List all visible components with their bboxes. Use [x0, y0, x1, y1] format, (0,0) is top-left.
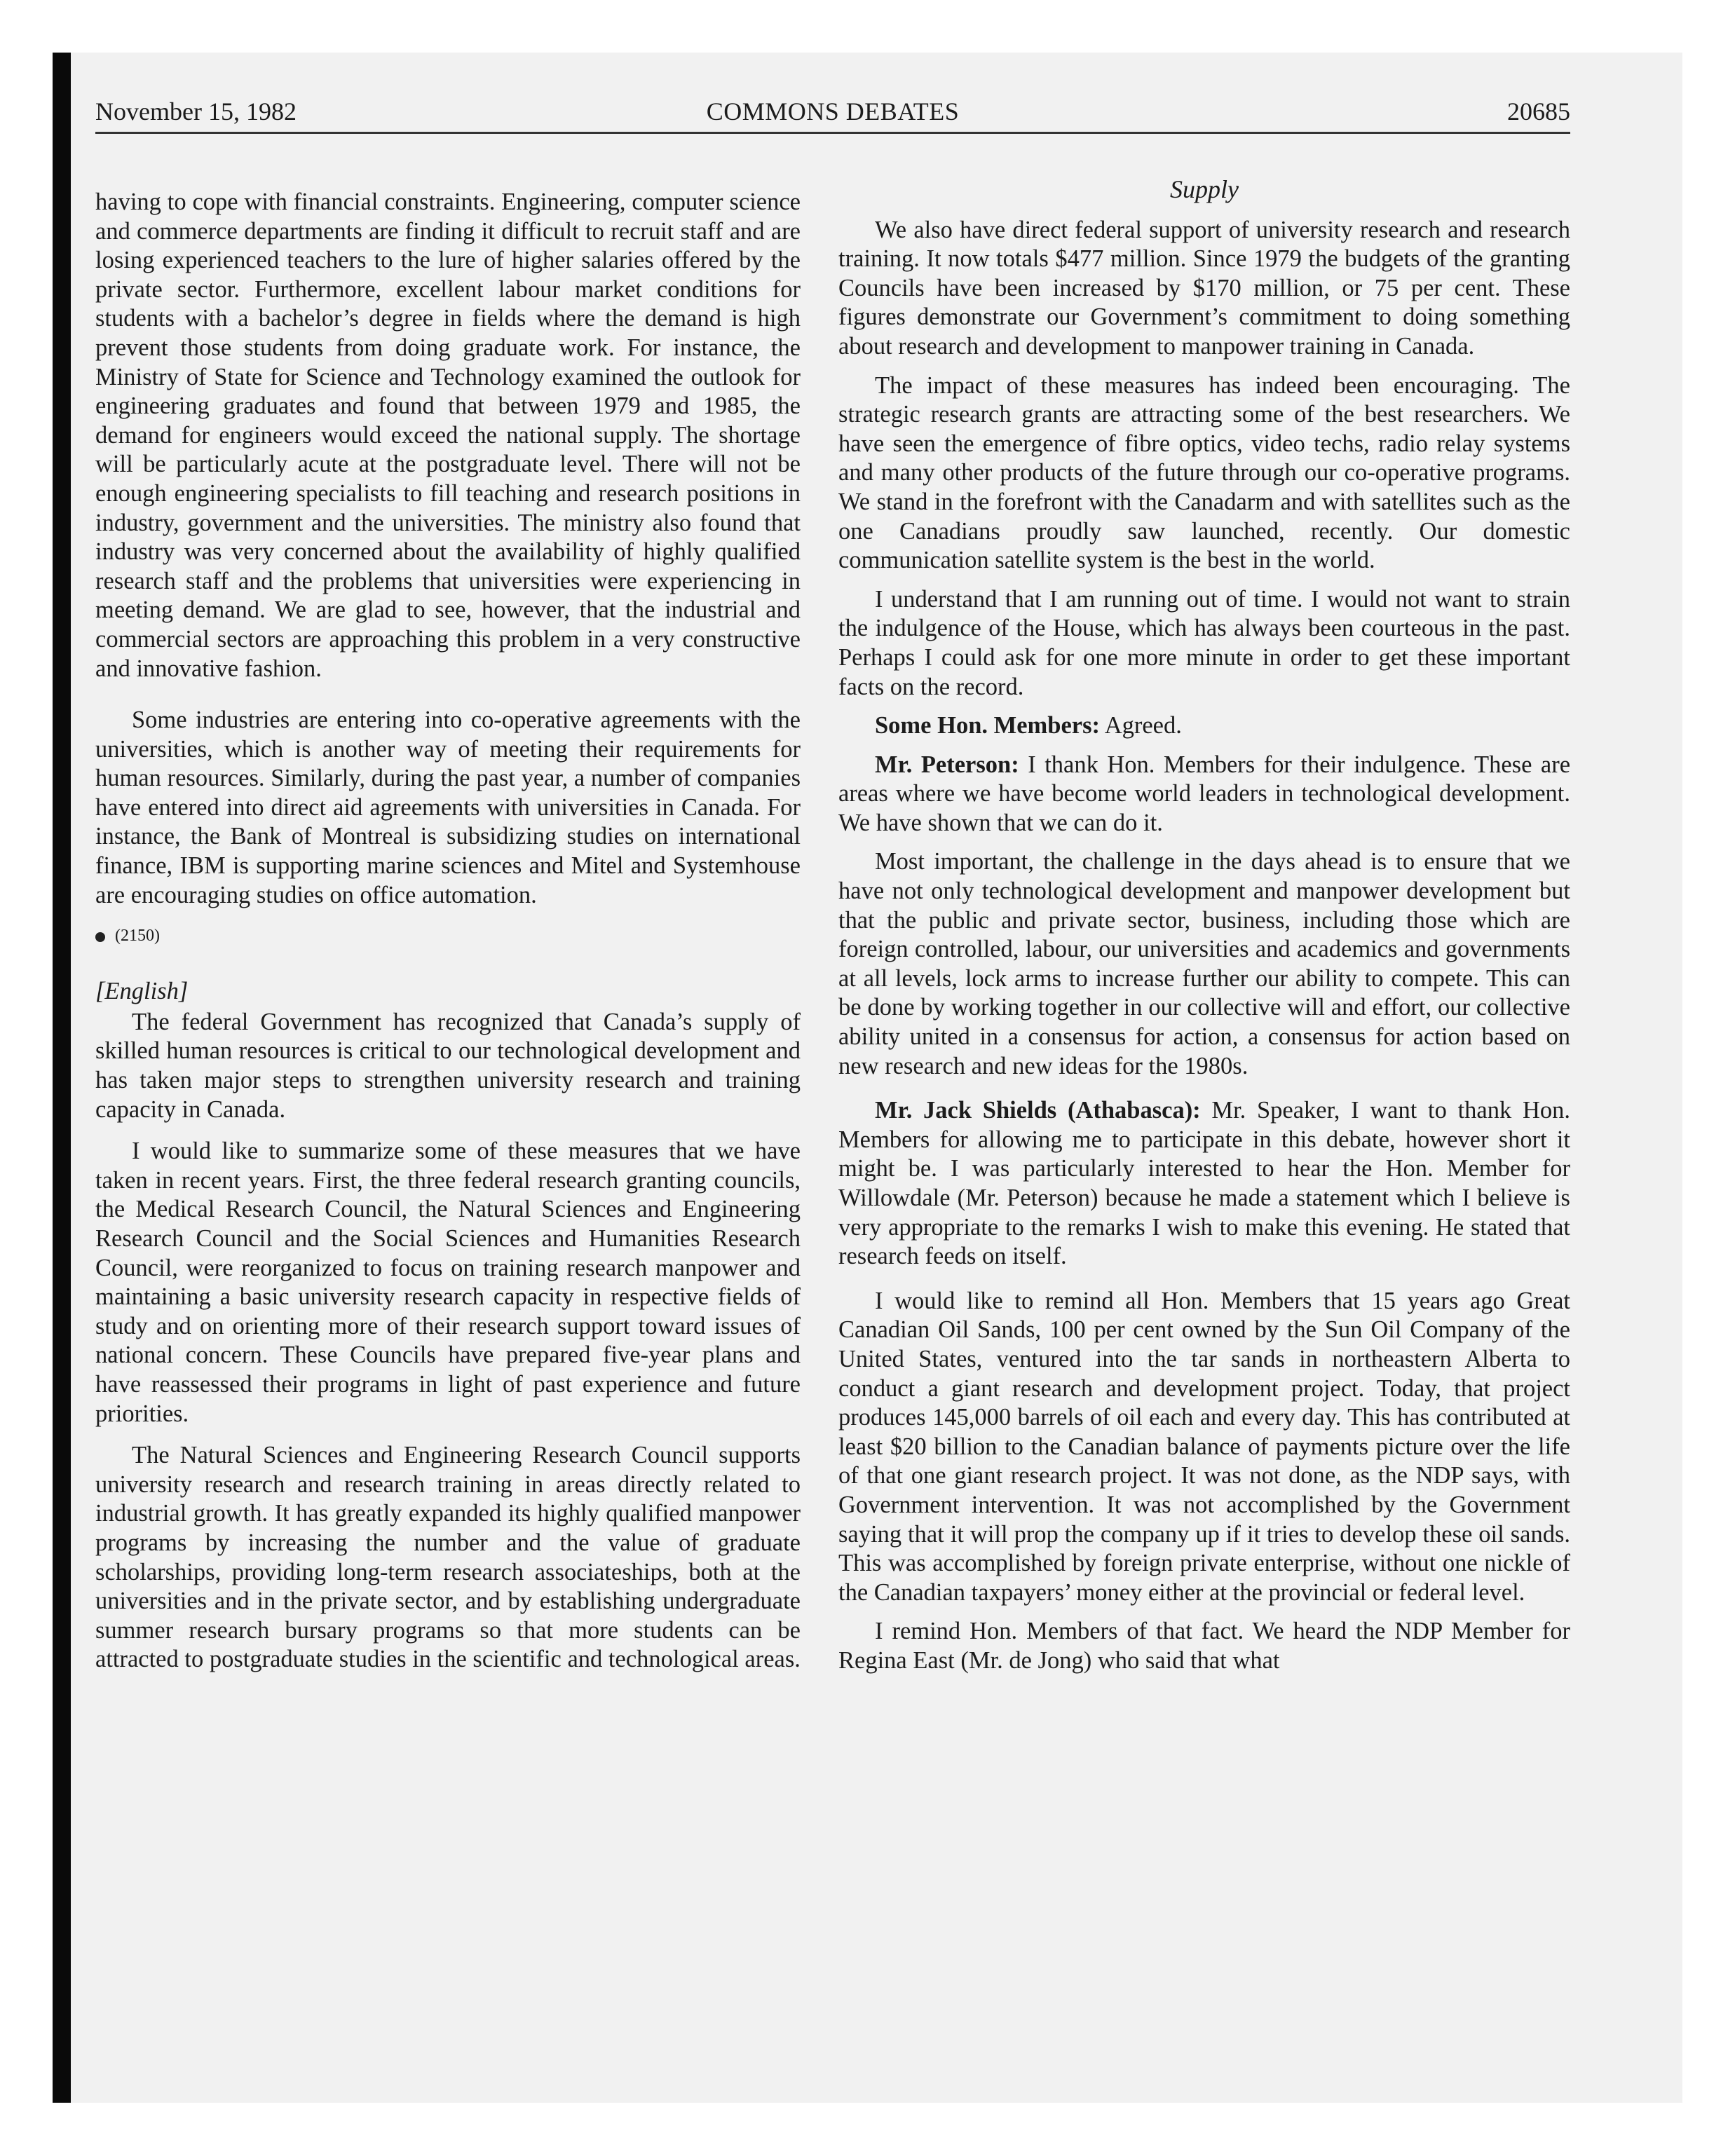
bullet-icon [95, 932, 105, 942]
paragraph: We also have direct federal support of university research and research training. It now totals $477 million. Since 1979 the budgets of the granting Councils have been increased by $170 million, or 75 per cent. These figures demonstrate our Government’s commitment to doing something about research and development to manpower training in Canada. [838, 216, 1570, 360]
paragraph: The Natural Sciences and Engineering Research Council supports university research and research training in areas directly related to industrial growth. It has greatly expanded its highly qualified manpower programs by increasing the number and the value of graduate scholarships, providing long-term research associateships, both at the universities and in the private sector, and by establishing undergraduate summer research bursary programs so that more students can be attracted to postgraduate studies in the scientific and technological areas. [95, 1442, 801, 1673]
speaker-name: Mr. Peterson: [875, 751, 1019, 778]
paragraph [838, 711, 1570, 741]
speech-text: Mr. Speaker, I want to thank Hon. Members for allowing me to participate in this debate, however short it might be. I was particularly interested to hear the Hon. Member for Willowdale (Mr. Peterson) because he made a statement which I believe is very appropriate to the remarks I wish to make this evening. He stated that research feeds on itself. [838, 1097, 1570, 1270]
paragraph [838, 751, 1570, 838]
speech-text: I thank Hon. Members for their indulgence. These are areas where we have become world leaders in technological development. We have shown that we can do it. [838, 751, 1571, 836]
header-title: COMMONS DEBATES [706, 97, 960, 125]
paragraph: I would like to summarize some of these measures that we have taken in recent years. First, the three federal research granting councils, the Medical Research Council, the Natural Sciences and Engineering Research Council and the Social Sciences and Humanities Research Council, were reorganized to focus on training research manpower and maintaining a basic university research capacity in respective fields of study and on orienting more of their research support toward issues of national concern. These Councils have prepared five-year plans and have reassessed their programs in light of past experience and future priorities. [95, 1138, 801, 1427]
right-column [838, 175, 1570, 1686]
speech-text: Agreed. [1099, 712, 1182, 739]
left-column [95, 188, 801, 1684]
paragraph: The federal Government has recognized that Canada’s supply of skilled human resources is critical to our technological development and has taken major steps to strengthen university research and training capacity in Canada. [95, 1008, 801, 1123]
paragraph: Some industries are entering into co-operative agreements with the universities, which is another way of meeting their requirements for human resources. Similarly, during the past year, a number of companies have entered into direct aid agreements with universities in Canada. For instance, the Bank of Montreal is subsidizing studies on international finance, IBM is supporting marine sciences and Mitel and Systemhouse are encouraging studies on office automation. [95, 707, 801, 908]
speaker-name: Mr. Jack Shields (Athabasca): [875, 1097, 1201, 1124]
page-header [95, 91, 1570, 134]
paragraph: I would like to remind all Hon. Members that 15 years ago Great Canadian Oil Sands, 100 per cent owned by the Sun Oil Company of the United States, ventured into the tar sands in northeastern Alberta to conduct a giant research and development project. Today, that project produces 145,000 barrels of oil each and every day. This has contributed at least $20 billion to the Canadian balance of payments picture over the life of that one giant research project. It was not done, as the NDP says, with Government intervention. It was not accomplished by the Government saying that it will prop the company up if it tries to develop these oil sands. This was accomplished by foreign private enterprise, without one nickle of the Canadian taxpayers’ money either at the provincial or federal level. [838, 1287, 1570, 1606]
scan-edge-shadow [53, 53, 71, 2103]
paragraph: Most important, the challenge in the days ahead is to ensure that we have not only technological development and manpower development but that the public and private sector, business, including those which are foreign controlled, labour, our universities and academics and governments at all levels, lock arms to increase further our ability to compete. This can be done by working together in our collective will and effort, our collective ability united in a consensus for action, a consensus for action based on new research and new ideas for the 1980s. [838, 848, 1570, 1079]
section-title: Supply [1170, 175, 1239, 203]
paragraph: I understand that I am running out of time. I would not want to strain the indulgence of the House, which has always been courteous in the past. Perhaps I could ask for one more minute in order to get these important facts on the record. [838, 585, 1570, 700]
speaker-name: Some Hon. Members: [875, 712, 1100, 739]
header-date: November 15, 1982 [95, 97, 297, 125]
paragraph [838, 1096, 1570, 1271]
paragraph: having to cope with financial constraints. Engineering, computer science and commerce departments are finding it difficult to recruit staff and are losing experienced teachers to the lure of higher salaries offered by the private sector. Furthermore, excellent labour market conditions for students with a bachelor’s degree in fields where the demand is high prevent those students from doing graduate work. For instance, the Ministry of State for Science and Technology examined the outlook for engineering graduates and found that between 1979 and 1985, the demand for engineers would exceed the national supply. The shortage will be particularly acute at the postgraduate level. There will not be enough engineering specialists to fill teaching and research positions in industry, government and the universities. The ministry also found that industry was very concerned about the availability of highly qualified research staff and the problems that universities were experiencing in meeting demand. We are glad to see, however, that the industrial and commercial sectors are approaching this problem in a very constructive and innovative fashion. [95, 189, 801, 682]
time-marker-text: (2150) [115, 927, 160, 946]
language-label: [English] [95, 978, 189, 1005]
header-page-number: 20685 [1507, 97, 1570, 125]
time-marker [95, 925, 801, 946]
paragraph: I remind Hon. Members of that fact. We heard the NDP Member for Regina East (Mr. de Jong) who said that what [838, 1618, 1570, 1674]
paragraph: The impact of these measures has indeed been encouraging. The strategic research grants are attracting some of the best researchers. We have seen the emergence of fibre optics, video techs, radio relay systems and many other products of the future through our co-operative programs. We stand in the forefront with the Canadarm and with satellites such as the one Canadians proudly saw launched, recently. Our domestic communication satellite system is the best in the world. [838, 371, 1570, 574]
